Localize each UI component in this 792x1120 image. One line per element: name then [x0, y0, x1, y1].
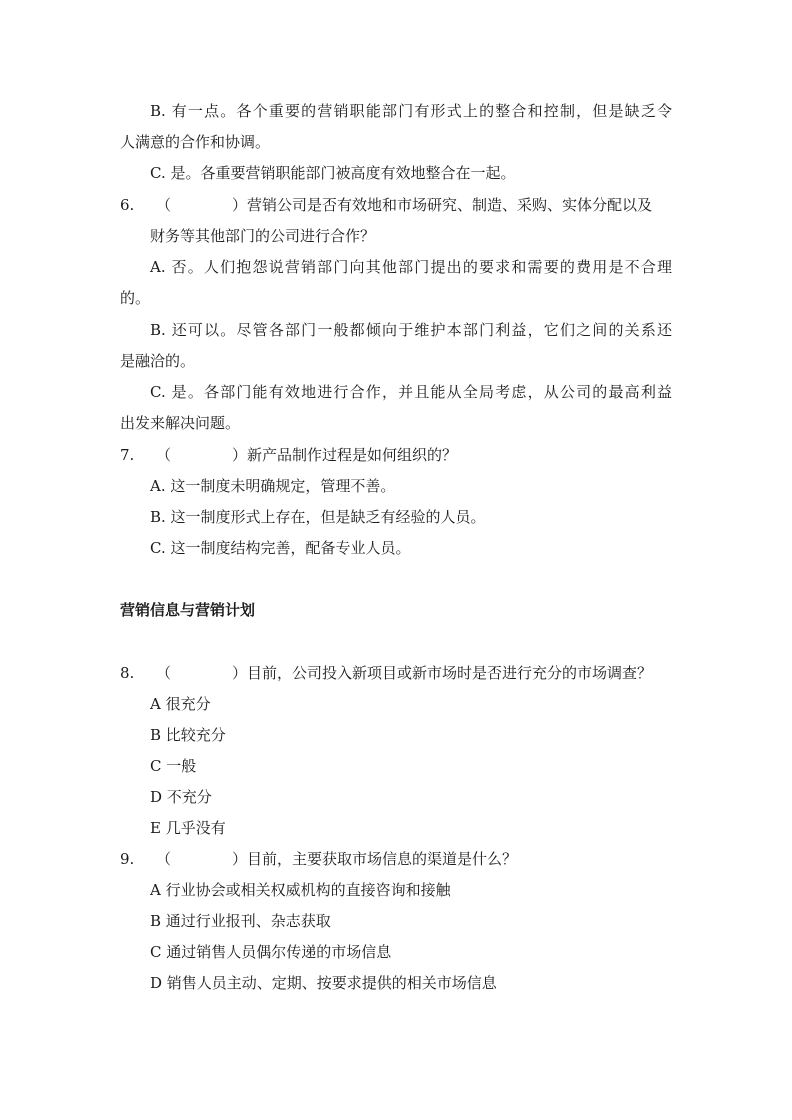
- q6-option-b-line1: B. 还可以。尽管各部门一般都倾向于维护本部门利益，它们之间的关系还: [150, 321, 672, 339]
- q5-option-b-line1: B. 有一点。各个重要的营销职能部门有形式上的整合和控制，但是缺乏令: [150, 102, 672, 120]
- q8-text: 目前，公司投入新项目或新市场时是否进行充分的市场调查？: [247, 664, 653, 682]
- q9-answer-blank[interactable]: （: [156, 850, 172, 868]
- q8-stem: [120, 663, 652, 683]
- section-heading: 营销信息与营销计划: [120, 601, 256, 619]
- q7-answer-blank[interactable]: （: [156, 446, 172, 464]
- q9-option: C 通过销售人员偶尔传递的市场信息: [150, 943, 392, 961]
- q7-option-b: B. 这一制度形式上存在，但是缺乏有经验的人员。: [150, 508, 486, 526]
- q6-option-a-line1: A. 否。人们抱怨说营销部门向其他部门提出的要求和需要的费用是不合理: [150, 258, 672, 276]
- q8-option: A 很充分: [150, 695, 211, 713]
- q8-option: C 一般: [150, 757, 197, 775]
- q8-answer-blank[interactable]: （: [156, 664, 172, 682]
- q8-option: B 比较充分: [150, 726, 226, 744]
- q8-close-paren: ）: [232, 664, 248, 682]
- q8-option: E 几乎没有: [150, 819, 226, 837]
- q5-option-b-line2: 人满意的合作和协调。: [120, 133, 271, 151]
- q9-number: 9.: [120, 850, 135, 868]
- q8-number: 8.: [120, 664, 135, 682]
- q6-number: 6.: [120, 196, 135, 214]
- q9-close-paren: ）: [232, 850, 248, 868]
- q6-stem-line1: [120, 195, 652, 215]
- q9-text: 目前，主要获取市场信息的渠道是什么？: [247, 850, 518, 868]
- q6-close-paren: ）: [232, 196, 248, 214]
- q7-close-paren: ）: [232, 446, 248, 464]
- q6-option-c-line1: C. 是。各部门能有效地进行合作，并且能从全局考虑，从公司的最高利益: [150, 383, 672, 401]
- q6-option-a-line2: 的。: [120, 289, 151, 307]
- q7-option-a: A. 这一制度未明确规定，管理不善。: [150, 477, 396, 495]
- q6-text-line1: 营销公司是否有效地和市场研究、制造、采购、实体分配以及: [247, 196, 653, 214]
- q7-stem: [120, 445, 457, 465]
- q9-option: A 行业协会或相关权威机构的直接咨询和接触: [150, 881, 451, 899]
- q6-stem-line2: 财务等其他部门的公司进行合作？: [150, 227, 376, 245]
- q9-option: B 通过行业报刊、杂志获取: [150, 912, 331, 930]
- q9-option: D 销售人员主动、定期、按要求提供的相关市场信息: [150, 974, 497, 992]
- q6-option-b-line2: 是融洽的。: [120, 352, 196, 370]
- q6-option-c-line2: 出发来解决问题。: [120, 414, 241, 432]
- q5-option-c: C. 是。各重要营销职能部门被高度有效地整合在一起。: [150, 164, 516, 182]
- q6-answer-blank[interactable]: （: [156, 196, 172, 214]
- q7-option-c: C. 这一制度结构完善，配备专业人员。: [150, 539, 411, 557]
- q7-number: 7.: [120, 446, 135, 464]
- q8-option: D 不充分: [150, 788, 212, 806]
- q9-stem: [120, 849, 517, 869]
- q7-text: 新产品制作过程是如何组织的？: [247, 446, 458, 464]
